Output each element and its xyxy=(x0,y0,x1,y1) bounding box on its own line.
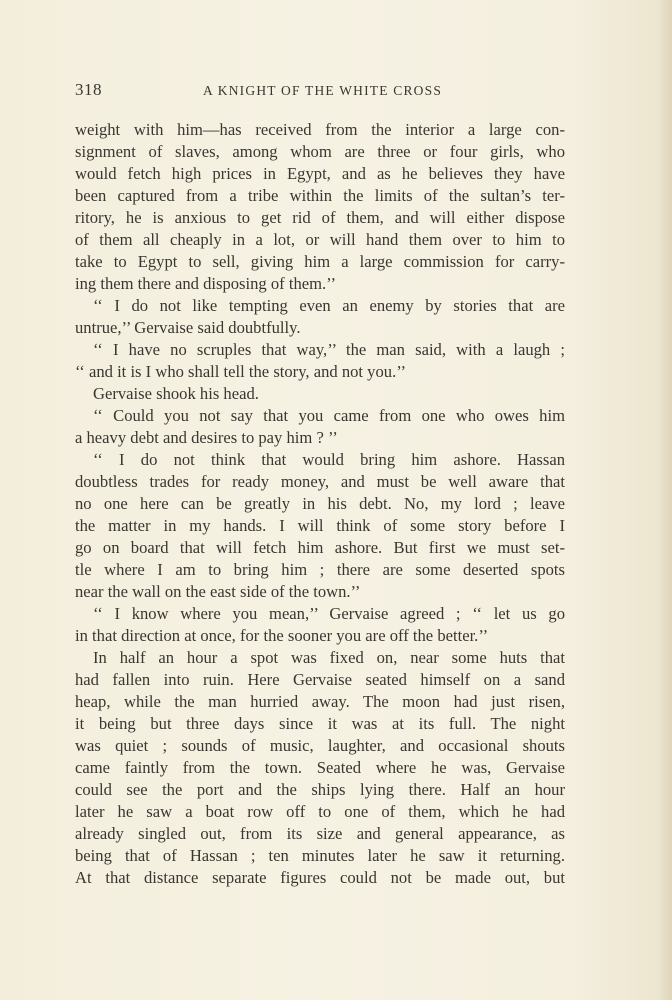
text-line: ritory, he is anxious to get rid of them, and will either dispose xyxy=(75,208,565,227)
text-line: later he saw a boat row off to one of them, which he had xyxy=(75,802,565,821)
text-line: was quiet ; sounds of music, laughter, and occasional shouts xyxy=(75,736,565,755)
text-line: heap, while the man hurried away. The moon had just risen, xyxy=(75,692,565,711)
text-line: ing them there and disposing of them.’’ xyxy=(75,274,336,293)
text-line: Gervaise shook his head. xyxy=(93,384,259,403)
text-line: would fetch high prices in Egypt, and as he believes they have xyxy=(75,164,565,183)
text-line: ‘‘ I have no scruples that way,’’ the man said, with a laugh ; xyxy=(93,340,565,359)
text-line: At that distance separate figures could not be made out, but xyxy=(75,868,565,887)
text-line: no one here can be greatly in his debt. No, my lord ; leave xyxy=(75,494,565,513)
body-text xyxy=(75,119,565,889)
text-line: untrue,’’ Gervaise said doubtfully. xyxy=(75,318,301,337)
text-line: ‘‘ I do not like tempting even an enemy by stories that are xyxy=(93,296,565,315)
page-header xyxy=(75,80,565,104)
text-line: ‘‘ and it is I who shall tell the story, and not you.’’ xyxy=(75,362,407,381)
text-line: signment of slaves, among whom are three or four girls, who xyxy=(75,142,565,161)
text-line: ‘‘ Could you not say that you came from one who owes him xyxy=(93,406,565,425)
text-line: In half an hour a spot was fixed on, near some huts that xyxy=(93,648,565,667)
page-edge-shadow xyxy=(658,0,672,1000)
text-line: near the wall on the east side of the town.’’ xyxy=(75,582,361,601)
text-line: the matter in my hands. I will think of some story before I xyxy=(75,516,565,535)
text-line: been captured from a tribe within the limits of the sultan’s ter- xyxy=(75,186,565,205)
text-line: it being but three days since it was at its full. The night xyxy=(75,714,565,733)
text-line: weight with him—has received from the interior a large con- xyxy=(75,120,565,139)
text-line: could see the port and the ships lying there. Half an hour xyxy=(75,780,565,799)
text-line: already singled out, from its size and general appearance, as xyxy=(75,824,565,843)
text-line: came faintly from the town. Seated where he was, Gervaise xyxy=(75,758,565,777)
page-number: 318 xyxy=(75,80,102,99)
text-line: being that of Hassan ; ten minutes later he saw it returning. xyxy=(75,846,565,865)
text-line: tle where I am to bring him ; there are some deserted spots xyxy=(75,560,565,579)
text-line: ‘‘ I know where you mean,’’ Gervaise agreed ; ‘‘ let us go xyxy=(93,604,565,623)
text-line: of them all cheaply in a lot, or will hand them over to him to xyxy=(75,230,565,249)
text-line: had fallen into ruin. Here Gervaise seated himself on a sand xyxy=(75,670,565,689)
running-title: A KNIGHT OF THE WHITE CROSS xyxy=(203,83,443,98)
text-line: in that direction at once, for the sooner you are off the better.’’ xyxy=(75,626,489,645)
text-line: doubtless trades for ready money, and must be well aware that xyxy=(75,472,565,491)
text-line: go on board that will fetch him ashore. But first we must set- xyxy=(75,538,565,557)
text-line: a heavy debt and desires to pay him ? ’’ xyxy=(75,428,338,447)
text-line: take to Egypt to sell, giving him a large commission for carry- xyxy=(75,252,565,271)
text-line: ‘‘ I do not think that would bring him ashore. Hassan xyxy=(93,450,565,469)
